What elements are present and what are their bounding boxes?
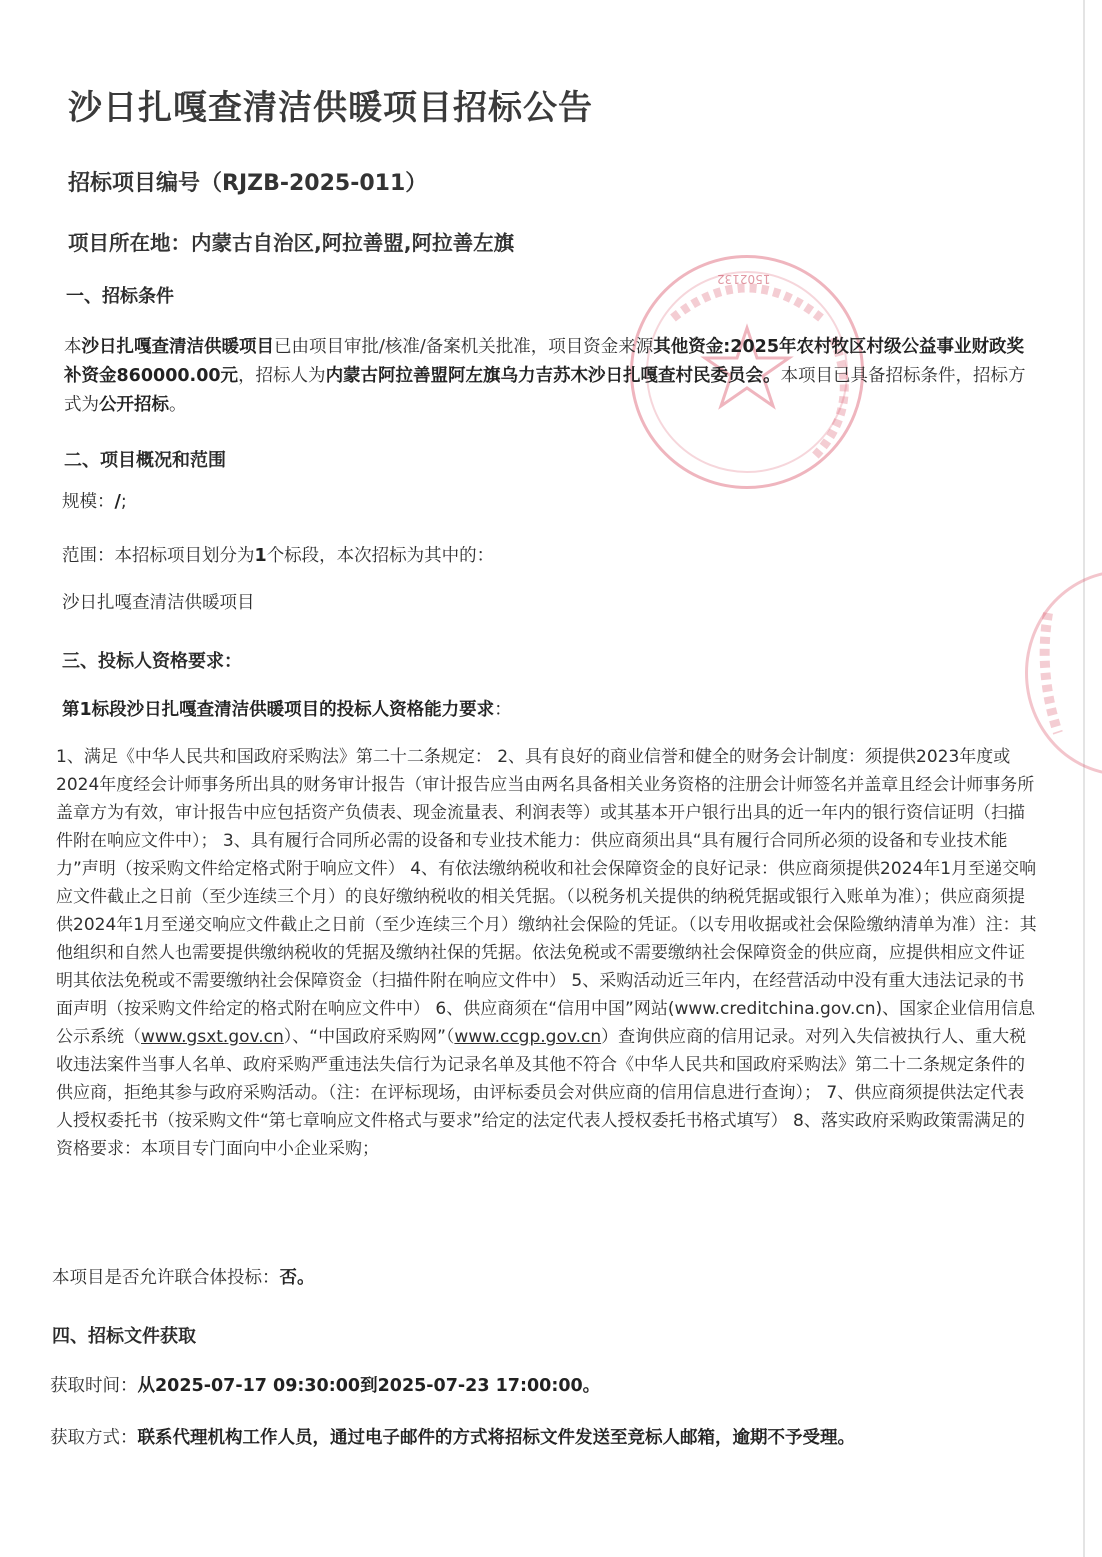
scale-value: /	[114, 492, 121, 512]
scale-label: 规模：	[62, 492, 115, 512]
s1-text-3: ，招标人为	[238, 366, 326, 386]
method-label: 获取方式：	[50, 1428, 138, 1448]
project-location	[68, 226, 514, 256]
s1-tenderer: 内蒙古阿拉善盟阿左旗乌力吉苏木沙日扎嘎查村民委员会。	[325, 366, 781, 386]
ccgp-link[interactable]: www.ccgp.gov.cn	[454, 1027, 602, 1047]
s1-project-name: 沙日扎嘎查清洁供暖项目	[81, 337, 274, 357]
subheading-end: ：	[494, 700, 512, 720]
scan-edge-line	[1083, 0, 1085, 1557]
s1-text-5: 。	[169, 395, 187, 415]
lot-name: 沙日扎嘎查清洁供暖项目	[62, 593, 255, 613]
consortium-label: 本项目是否允许联合体投标：	[52, 1268, 280, 1288]
section-1-text	[64, 333, 1039, 420]
section-3-heading: 三、投标人资格要求：	[62, 651, 242, 672]
s1-text-1: 本	[64, 337, 82, 357]
time-label: 获取时间：	[50, 1376, 138, 1396]
acquisition-method	[50, 1424, 855, 1453]
seal-number: 1502132	[717, 272, 771, 286]
consortium-value: 否。	[279, 1268, 315, 1288]
scope-line	[62, 542, 494, 571]
scale-end: ;	[120, 492, 127, 512]
scope-count: 1	[254, 546, 267, 566]
scale-line	[62, 488, 127, 517]
qualification-requirements	[56, 743, 1041, 1163]
page-title: 沙日扎嘎查清洁供暖项目招标公告	[68, 88, 593, 128]
consortium-line	[52, 1264, 315, 1293]
acquisition-time	[50, 1372, 600, 1401]
project-code: 招标项目编号（RJZB-2025-011）	[68, 171, 428, 196]
s1-text-4: 本项目已具备招标条件，招标方式为	[64, 366, 1026, 415]
section-1-heading: 一、招标条件	[66, 286, 174, 307]
location-label: 项目所在地：	[68, 231, 191, 255]
section-3-subheading	[62, 696, 512, 721]
location-value: 内蒙古自治区,阿拉善盟,阿拉善左旗	[191, 231, 515, 255]
requirements-text-1: 1、满足《中华人民共和国政府采购法》第二十二条规定： 2、具有良好的商业信誉和健全的财务会计制度：须提供2023年度或2024年度经会计师事务所出具的财务审计报告（审计报告应当由两名具备相关业务资格的注册会计师签名并盖章且经会计师事务所盖章方为有效，审计报告中应包括资产负债表、现金流量表、利润表等）或其基本开户银行出具的近一年内的银行资信证明（扫描件附在响应文件中）； 3、具有履行合同所必需的设备和专业技术能力：供应商须出具“具有履行合同所必须的设备和专业技术能力”声明（按采购文件给定格式附于响应文件） 4、有依法缴纳税收和社会保障资金的良好记录：供应商须提供2024年1月至递交响应文件截止之日前（至少连续三个月）的良好缴纳税收的相关凭据。（以税务机关提供的纳税凭据或银行入账单为准）；供应商须提供2024年1月至递交响应文件截止之日前（至少连续三个月）缴纳社会保险的凭证。（以专用收据或社会保险缴纳清单为准）注：其他组织和自然人也需要提供缴纳税收的凭据及缴纳社保的凭据。依法免税或不需要缴纳社会保障资金的供应商，应提供相应文件证明其依法免税或不需要缴纳社会保障资金（扫描件附在响应文件中） 5、采购活动近三年内，在经营活动中没有重大违法记录的书面声明（按采购文件给定的格式附在响应文件中） 6、供应商须在“信用中国”网站(www.creditchina.gov.cn)、国家企业信用信息公示系统（	[56, 747, 1037, 1047]
scope-rest: 个标段，本次招标为其中的：	[266, 546, 495, 566]
s1-text-2: 已由项目审批/核准/备案机关批准，项目资金来源	[274, 337, 654, 357]
section-4-heading: 四、招标文件获取	[52, 1326, 196, 1347]
lot-requirements-title: 第1标段沙日扎嘎查清洁供暖项目的投标人资格能力要求	[62, 700, 495, 720]
gsxt-link[interactable]: www.gsxt.gov.cn	[141, 1027, 284, 1047]
requirements-text-2: ）、“中国政府采购网”（	[283, 1027, 455, 1047]
s1-method: 公开招标	[99, 395, 169, 415]
time-value: 从2025-07-17 09:30:00到2025-07-23 17:00:00。	[137, 1376, 601, 1396]
section-2-heading: 二、项目概况和范围	[64, 450, 226, 471]
method-value: 联系代理机构工作人员，通过电子邮件的方式将招标文件发送至竞标人邮箱，逾期不予受理。	[137, 1428, 855, 1448]
requirements-text-3: ）查询供应商的信用记录。对列入失信被执行人、重大税收违法案件当事人名单、政府采购严重违法失信行为记录名单及其他不符合《中华人民共和国政府采购法》第二十二条规定条件的供应商，拒绝其参与政府采购活动。（注：在评标现场，由评标委员会对供应商的信用信息进行查询）； 7、供应商须提供法定代表人授权委托书（按采购文件“第七章响应文件格式与要求”给定的法定代表人授权委托书格式填写） 8、落实政府采购政策需满足的资格要求：本项目专门面向中小企业采购；	[56, 1027, 1027, 1159]
s1-funding-source: 其他资金:2025年农村牧区村级公益事业财政奖补资金860000.00元	[64, 337, 1024, 386]
scope-label: 范围：本招标项目划分为	[62, 546, 255, 566]
